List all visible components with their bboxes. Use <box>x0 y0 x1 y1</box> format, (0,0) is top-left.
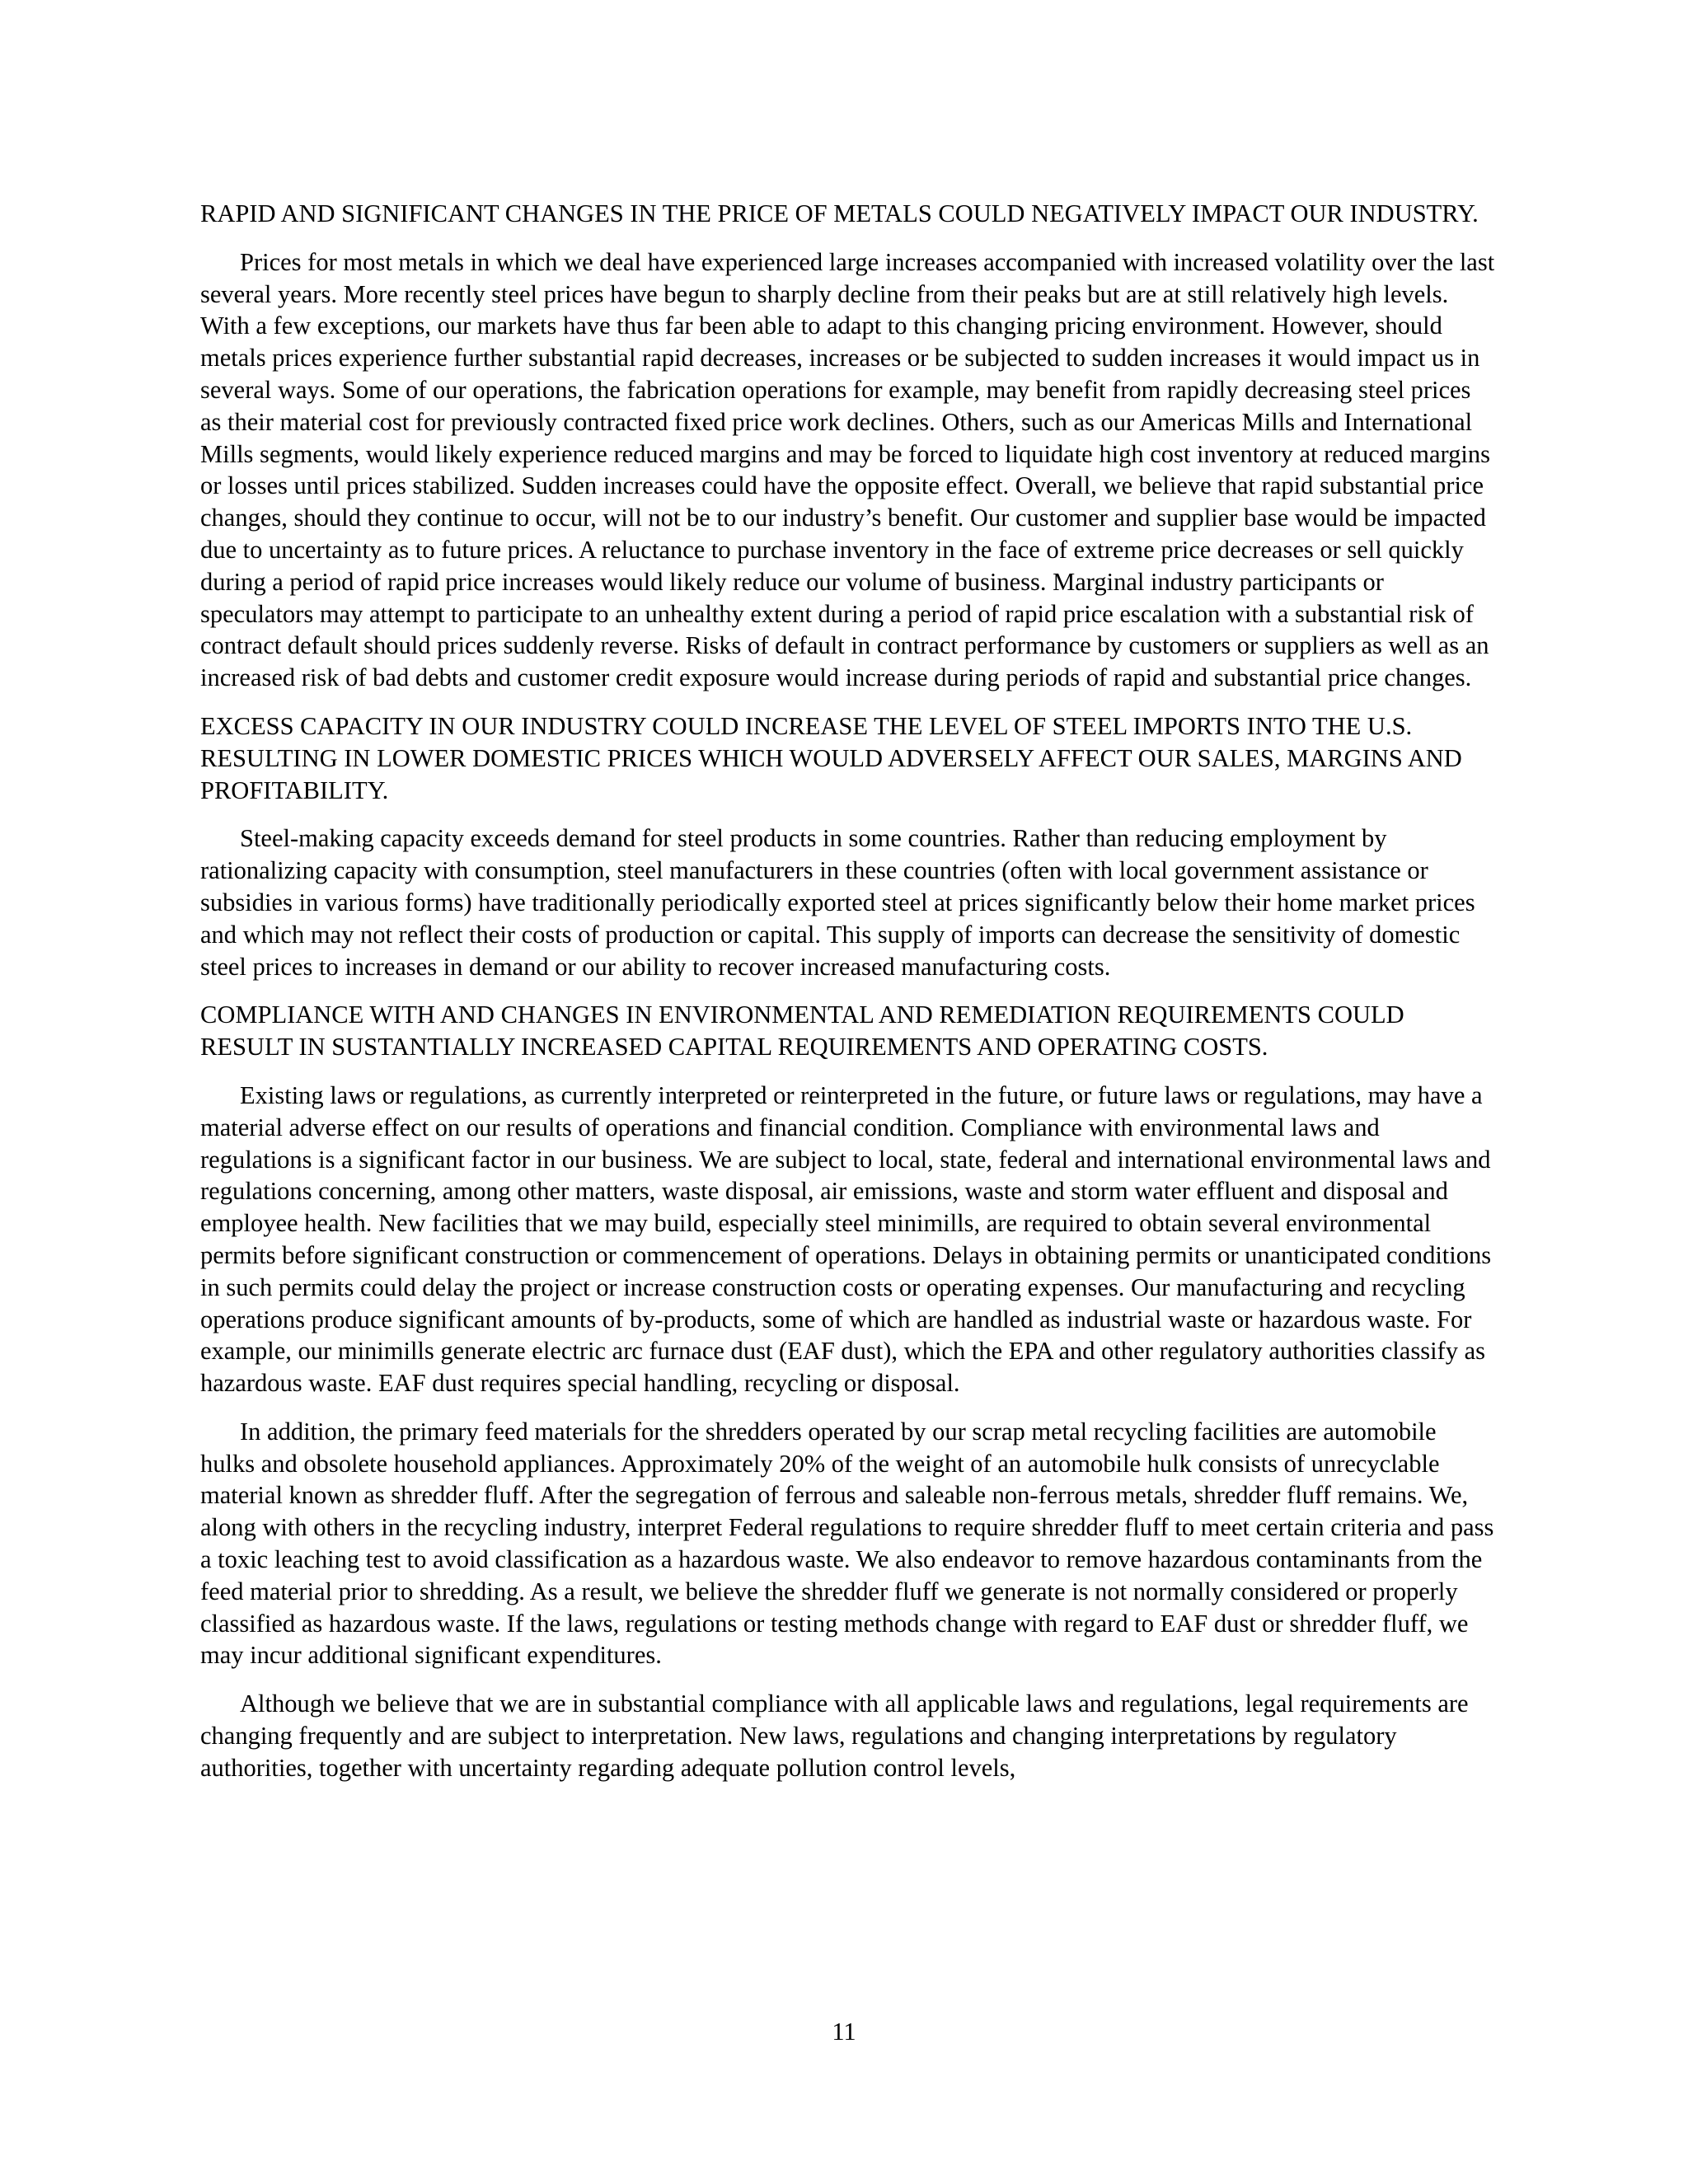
page-content <box>200 198 1496 1784</box>
body-paragraph: Although we believe that we are in substantial compliance with all applicable laws and regulations, legal requirements are changing frequently and are subject to interpretation. New laws, regulations and changing interpretations by regulatory authorities, together with uncertainty regarding adequate pollution control levels, <box>200 1690 1469 1782</box>
body-paragraph: Steel-making capacity exceeds demand for steel products in some countries. Rather than reducing employment by rationalizing capacity with consumption, steel manufacturers in these countries (often with local government assistance or subsidies in various forms) have traditionally periodically exported steel at prices significantly below their home market prices and which may not reflect their costs of production or capital. This supply of imports can decrease the sensitivity of domestic steel prices to increases in demand or our ability to recover increased manufacturing costs. <box>200 824 1475 981</box>
body-paragraph: In addition, the primary feed materials for the shredders operated by our scrap metal recycling facilities are automobile hulks and obsolete household appliances. Approximately 20% of the weight of an automobile hulk consists of unrecyclable material known as shredder fluff. After the segregation of ferrous and saleable non-ferrous metals, shredder fluff remains. We, along with others in the recycling industry, interpret Federal regulations to require shredder fluff to meet certain criteria and pass a toxic leaching test to avoid classification as a hazardous waste. We also endeavor to remove hazardous contaminants from the feed material prior to shredding. As a result, we believe the shredder fluff we generate is not normally considered or properly classified as hazardous waste. If the laws, regulations or testing methods change with regard to EAF dust or shredder fluff, we may incur additional significant expenditures. <box>200 1417 1494 1670</box>
section-excess-capacity <box>200 710 1496 982</box>
page-number: 11 <box>832 2018 856 2046</box>
section-metal-prices <box>200 198 1496 694</box>
section-heading: EXCESS CAPACITY IN OUR INDUSTRY COULD INCREASE THE LEVEL OF STEEL IMPORTS INTO THE U.S. RESULTING IN LOWER DOMESTIC PRICES WHICH WOULD ADVERSELY AFFECT OUR SALES, MARGINS AND PROFITABILITY. <box>200 711 1462 804</box>
section-heading: RAPID AND SIGNIFICANT CHANGES IN THE PRICE OF METALS COULD NEGATIVELY IMPACT OUR INDUSTRY. <box>200 199 1479 227</box>
body-paragraph: Existing laws or regulations, as currently interpreted or reinterpreted in the future, or future laws or regulations, may have a material adverse effect on our results of operations and financial condition. Compliance with environmental laws and regulations is a significant factor in our business. We are subject to local, state, federal and international environmental laws and regulations concerning, among other matters, waste disposal, air emissions, waste and storm water effluent and disposal and employee health. New facilities that we may build, especially steel minimills, are required to obtain several environmental permits before significant construction or commencement of operations. Delays in obtaining permits or unanticipated conditions in such permits could delay the project or increase construction costs or operating expenses. Our manufacturing and recycling operations produce significant amounts of by-products, some of which are handled as industrial waste or hazardous waste. For example, our minimills generate electric arc furnace dust (EAF dust), which the EPA and other regulatory authorities classify as hazardous waste. EAF dust requires special handling, recycling or disposal. <box>200 1080 1492 1398</box>
section-heading: COMPLIANCE WITH AND CHANGES IN ENVIRONMENTAL AND REMEDIATION REQUIREMENTS COULD RESULT IN SUSTANTIALLY INCREASED CAPITAL REQUIREMENTS AND OPERATING COSTS. <box>200 1001 1404 1062</box>
section-environmental-compliance <box>200 999 1496 1783</box>
body-paragraph: Prices for most metals in which we deal have experienced large increases accompanied with increased volatility over the last several years. More recently steel prices have begun to sharply decline from their peaks but are at still relatively high levels. With a few exceptions, our markets have thus far been able to adapt to this changing pricing environment. However, should metals prices experience further substantial rapid decreases, increases or be subjected to sudden increases it would impact us in several ways. Some of our operations, the fabrication operations for example, may benefit from rapidly decreasing steel prices as their material cost for previously contracted fixed price work declines. Others, such as our Americas Mills and International Mills segments, would likely experience reduced margins and may be forced to liquidate high cost inventory at reduced margins or losses until prices stabilized. Sudden increases could have the opposite effect. Overall, we believe that rapid substantial price changes, should they continue to occur, will not be to our industry’s benefit. Our customer and supplier base would be impacted due to uncertainty as to future prices. A reluctance to purchase inventory in the face of extreme price decreases or sell quickly during a period of rapid price increases would likely reduce our volume of business. Marginal industry participants or speculators may attempt to participate to an unhealthy extent during a period of rapid price escalation with a substantial risk of contract default should prices suddenly reverse. Risks of default in contract performance by customers or suppliers as well as an increased risk of bad debts and customer credit exposure would increase during periods of rapid and substantial price changes. <box>200 247 1495 692</box>
